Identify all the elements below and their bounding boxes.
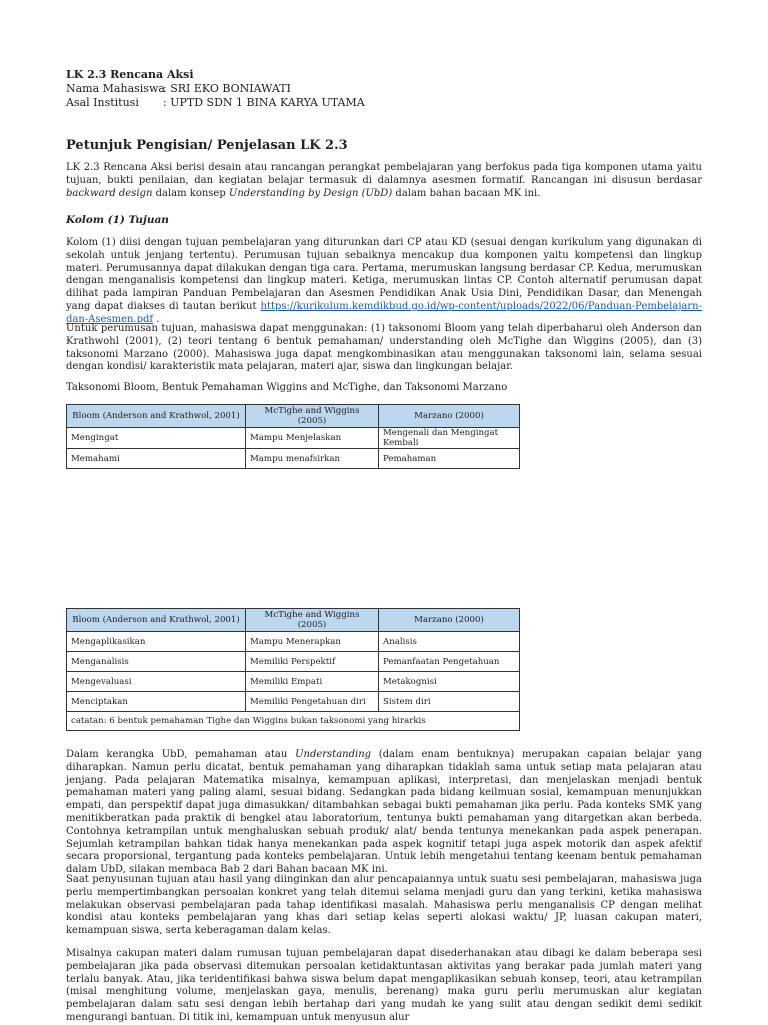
table-cell: Pemanfaatan Pengetahuan <box>379 652 520 672</box>
table-cell: Analisis <box>379 632 520 652</box>
taxonomy-table-2 <box>66 608 520 731</box>
institution-label: Asal Institusi <box>66 96 139 109</box>
header-bloom: Bloom (Anderson and Krathwol, 2001) <box>67 609 246 632</box>
table-cell: Mampu menafsirkan <box>246 449 379 469</box>
table-row <box>67 428 520 449</box>
table-note-row <box>67 712 520 731</box>
table-row <box>67 692 520 712</box>
section-title: Petunjuk Pengisian/ Penjelasan LK 2.3 <box>66 138 348 153</box>
table-cell: Memiliki Perspektif <box>246 652 379 672</box>
table-caption: Taksonomi Bloom, Bentuk Pemahaman Wiggins and McTighe, dan Taksonomi Marzano <box>66 382 508 393</box>
header-mctighe: McTighe and Wiggins (2005) <box>246 609 379 632</box>
header-mctighe: McTighe and Wiggins (2005) <box>246 405 379 428</box>
ubd-paragraph: Dalam kerangka UbD, pemahaman atau Understanding (dalam enam bentuknya) merupakan capaian belajar yang diharapkan. Namun perlu dicatat, bentuk pemahaman yang diharapkan tidaklah sama untuk setiap mata pelajaran atau jenjang. Pada pelajaran Matematika misalnya, kemampuan aplikasi, interpretasi, dan menjelaskan menjadi bentuk pemahaman materi yang paling alami, sesuai bidang. Sedangkan pada bidang keilmuan sosial, kemampuan menunjukkan empati, dan perspektif dapat juga dimasukkan/ ditambahkan sebagai bukti pemahaman jika perlu. Pada konteks SMK yang menitikberatkan pada praktik di bengkel atau laboratorium, tentunya bukti pemahaman yang ditargetkan akan berbeda. Contohnya ketrampilan untuk menghaluskan sebuah produk/ alat/ benda tentunya menekankan pada aspek penerapan. Sejumlah ketrampilan bahkan tidak hanya menekankan pada aspek kognitif tetapi juga aspek motorik dan aspek afektif secara proporsional, tergantung pada konteks pembelajaran. Untuk lebih mengetahui tentang keenam bentuk pemahaman dalam UbD, silakan membaca Bab 2 dari Bahan bacaan MK ini. <box>66 749 702 876</box>
table-cell: Mampu Menerapkan <box>246 632 379 652</box>
table-row <box>67 672 520 692</box>
table-row <box>67 632 520 652</box>
taxonomy-table-1 <box>66 404 520 469</box>
header-marzano: Marzano (2000) <box>379 405 520 428</box>
doc-title: LK 2.3 Rencana Aksi <box>66 68 194 81</box>
header-bloom: Bloom (Anderson and Krathwol, 2001) <box>67 405 246 428</box>
misalnya-paragraph: Misalnya cakupan materi dalam rumusan tujuan pembelajaran dapat disederhanakan atau dibagi ke dalam beberapa sesi pembelajaran jika pada observasi ditemukan persoalan ketidaktuntasan aktivitas yang berakar pada jumlah materi yang terlalu banyak. Atau, jika teridentifikasi bahwa siswa belum dapat mengaplikasikan sebuah konsep, teori, atau ketrampilan (misal menghitung volume, menjelaskan gaya, menulis, berenang) maka guru perlu merumuskan alur kegiatan pembelajaran dalam satu sesi dengan lebih bertahap dari yang mudah ke yang sulit atau dengan sedikit demi sedikit mengurangi bantuan. Di titik ini, kemampuan untuk menyusun alur <box>66 948 702 1023</box>
table-cell: Pemahaman <box>379 449 520 469</box>
taxonomy-paragraph: Untuk perumusan tujuan, mahasiswa dapat menggunakan: (1) taksonomi Bloom yang telah diperbaharui oleh Anderson dan Krathwohl (2001), (2) teori tentang 6 bentuk pemahaman/ understanding oleh McTighe dan Wiggins (2005), dan (3) taksonomi Marzano (2000). Mahasiswa juga dapat mengkombinasikan atau menggunakan taksonomi lain, selama sesuai dengan kondisi/ karakteristik mata pelajaran, materi ajar, siswa dan lingkungan belajar. <box>66 323 702 373</box>
header-marzano: Marzano (2000) <box>379 609 520 632</box>
intro-paragraph: LK 2.3 Rencana Aksi berisi desain atau rancangan perangkat pembelajaran yang berfokus pada tiga komponen utama yaitu tujuan, bukti penilaian, dan kegiatan belajar termasuk di dalamnya asesmen formatif. Rancangan ini disusun berdasar backward design dalam konsep Understanding by Design (UbD) dalam bahan bacaan MK ini. <box>66 162 702 199</box>
student-name-row <box>66 82 291 96</box>
penyusunan-paragraph: Saat penyusunan tujuan atau hasil yang diinginkan dan alur pencapaiannya untuk suatu sesi pembelajaran, mahasiswa juga perlu mempertimbangkan persoalan konkret yang telah ditemui selama menjadi guru dan yang terkini, ketika mahasiswa melakukan observasi pembelajaran pada tahap identifikasi masalah. Mahasiswa perlu menganalisis CP dengan melihat kondisi atau konteks pembelajaran yang khas dari setiap kelas seperti alokasi waktu/ JP, luasan cakupan materi, kemampuan siswa, serta keberagaman dalam kelas. <box>66 874 702 937</box>
table-header-row <box>67 609 520 632</box>
panduan-link[interactable]: https://kurikulum.kemdikbud.go.id/wp-content/uploads/2022/06/Panduan-Pembelajarn-dan-Asesmen.pdf <box>66 300 702 325</box>
table-cell: Metakognisi <box>379 672 520 692</box>
table-note: catatan: 6 bentuk pemahaman Tighe dan Wiggins bukan taksonomi yang hirarkis <box>67 712 520 731</box>
institution-value: : UPTD SDN 1 BINA KARYA UTAMA <box>163 96 365 109</box>
table-header-row <box>67 405 520 428</box>
table-cell: Menciptakan <box>67 692 246 712</box>
table-cell: Memiliki Empati <box>246 672 379 692</box>
kolom-paragraph: Kolom (1) diisi dengan tujuan pembelajaran yang diturunkan dari CP atau KD (sesuai dengan kurikulum yang digunakan di sekolah untuk jenjang tertentu). Perumusan tujuan sebaiknya mencakup dua komponen yaitu kompetensi dan lingkup materi. Perumusannya dapat dilakukan dengan tiga cara. Pertama, merumuskan langsung berdasar CP. Kedua, merumuskan dengan menganalisis kompetensi dan lingkup materi. Ketiga, merumuskan lintas CP. Contoh alternatif perumusan dapat dilihat pada lampiran Panduan Pembelajaran dan Asesmen Pendidikan Anak Usia Dini, Pendidikan Dasar, dan Menengah yang dapat diakses di tautan berikut https://kurikulum.kemdikbud.go.id/wp-content/uploads/2022/06/Panduan-Pembelajarn-dan-Asesmen.pdf . <box>66 237 702 325</box>
student-name-value: : SRI EKO BONIAWATI <box>163 82 291 95</box>
table-row <box>67 652 520 672</box>
table-cell: Menganalisis <box>67 652 246 672</box>
table-cell: Mampu Menjelaskan <box>246 428 379 449</box>
table-cell: Memahami <box>67 449 246 469</box>
institution-row <box>66 96 365 110</box>
student-name-label: Nama Mahasiswa <box>66 82 165 95</box>
table-cell: Sistem diri <box>379 692 520 712</box>
kolom-tujuan-heading: Kolom (1) Tujuan <box>66 214 169 226</box>
table-cell: Mengingat <box>67 428 246 449</box>
table-cell: Mengaplikasikan <box>67 632 246 652</box>
table-row <box>67 449 520 469</box>
table-cell: Memiliki Pengetahuan diri <box>246 692 379 712</box>
table-cell: Mengenali dan Mengingat Kembali <box>379 428 520 449</box>
table-cell: Mengevaluasi <box>67 672 246 692</box>
